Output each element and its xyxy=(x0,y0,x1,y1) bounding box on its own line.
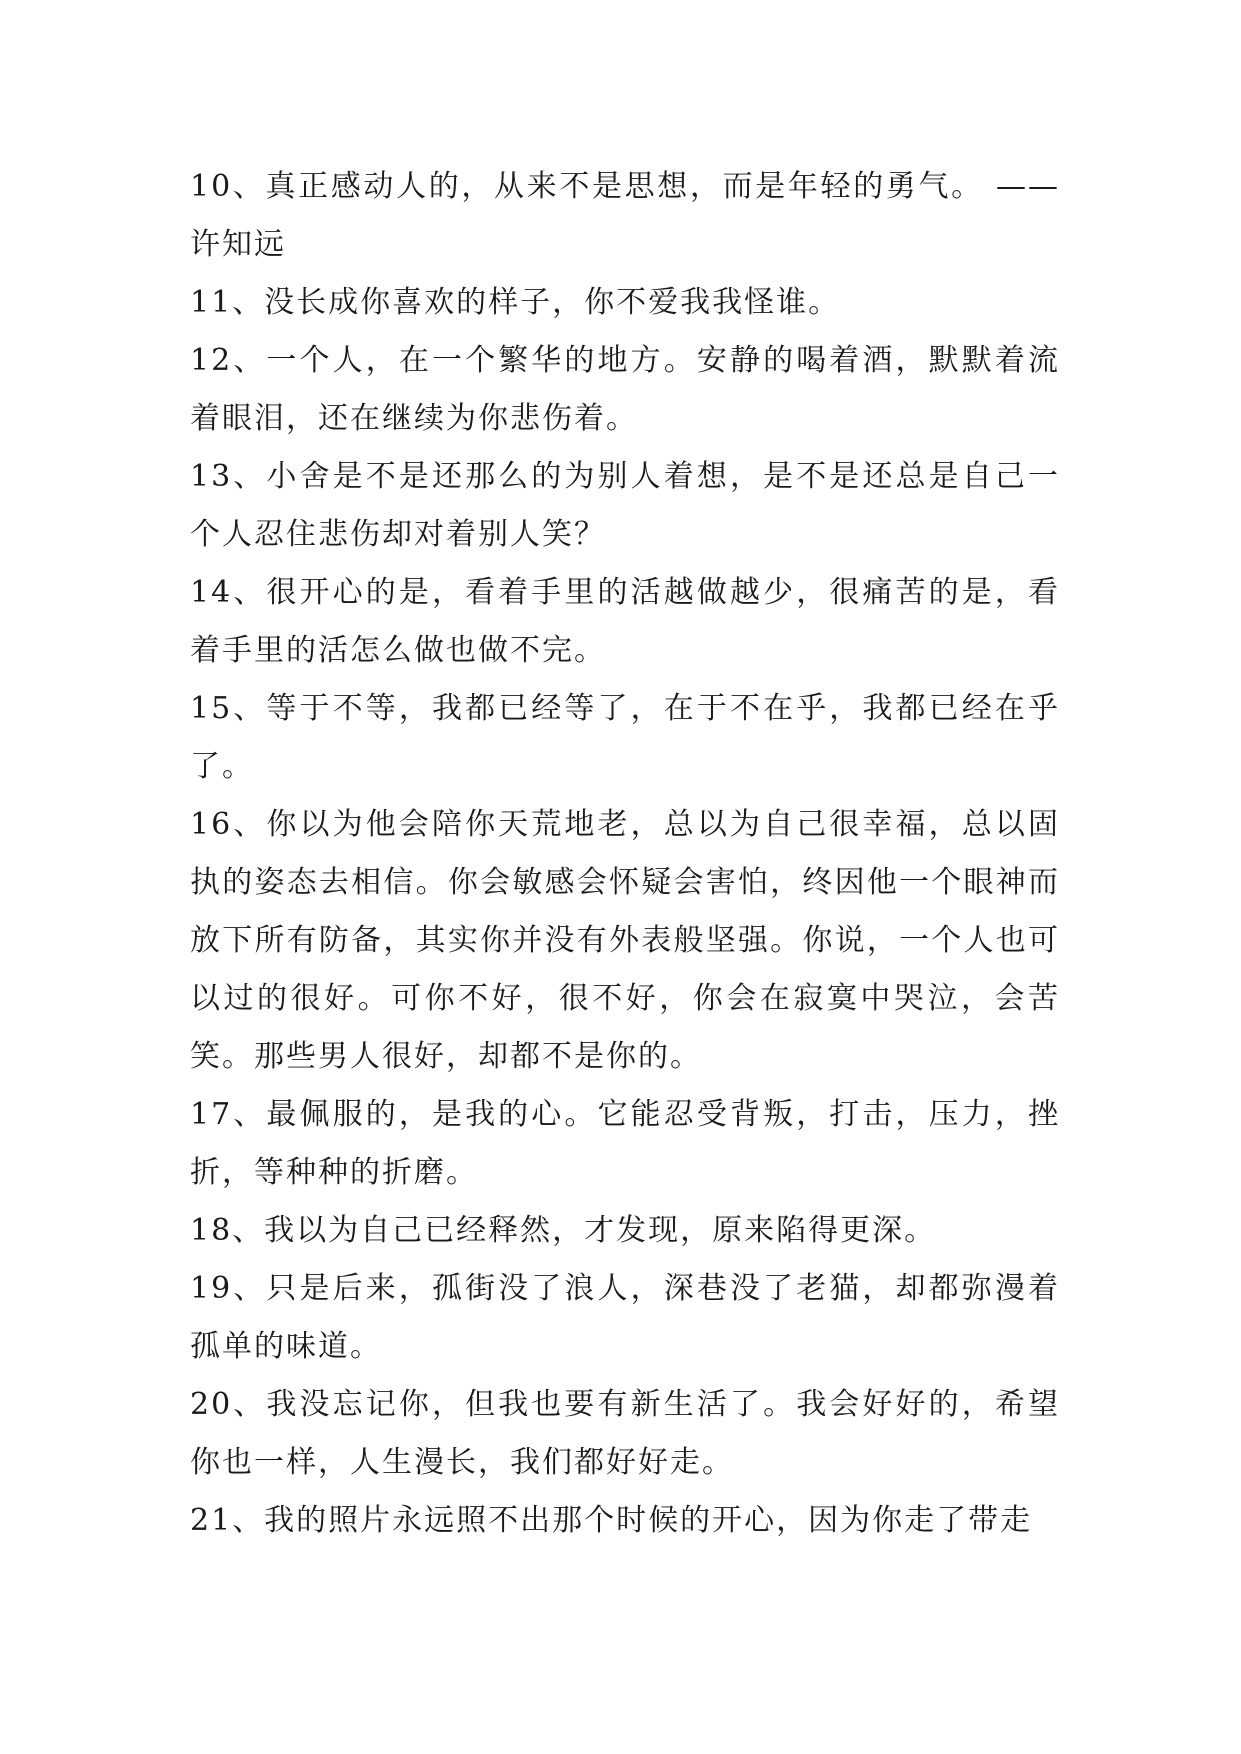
paragraph-13: 13、小舍是不是还那么的为别人着想，是不是还总是自己一个人忍住悲伤却对着别人笑？ xyxy=(190,459,1060,552)
paragraph-15: 15、等于不等，我都已经等了，在于不在乎，我都已经在乎了。 xyxy=(190,691,1060,784)
paragraph-17: 17、最佩服的，是我的心。它能忍受背叛，打击，压力，挫折，等种种的折磨。 xyxy=(190,1097,1060,1190)
paragraph-18: 18、我以为自己已经释然，才发现，原来陷得更深。 xyxy=(190,1213,937,1248)
paragraph-12: 12、一个人，在一个繁华的地方。安静的喝着酒，默默着流着眼泪，还在继续为你悲伤着。 xyxy=(190,343,1060,436)
paragraph-19: 19、只是后来，孤街没了浪人，深巷没了老猫，却都弥漫着孤单的味道。 xyxy=(190,1271,1060,1364)
document-body xyxy=(190,158,1060,1550)
paragraph-11: 11、没长成你喜欢的样子，你不爱我我怪谁。 xyxy=(190,285,841,320)
paragraph-20: 20、我没忘记你，但我也要有新生活了。我会好好的，希望你也一样，人生漫长，我们都好好走。 xyxy=(190,1387,1060,1480)
paragraph-16: 16、你以为他会陪你天荒地老，总以为自己很幸福，总以固执的姿态去相信。你会敏感会怀疑会害怕，终因他一个眼神而放下所有防备，其实你并没有外表般坚强。你说，一个人也可以过的很好。可你不好，很不好，你会在寂寞中哭泣，会苦笑。那些男人很好，却都不是你的。 xyxy=(190,807,1060,1074)
paragraph-10: 10、真正感动人的，从来不是思想，而是年轻的勇气。 ——许知远 xyxy=(190,169,1060,262)
paragraph-14: 14、很开心的是，看着手里的活越做越少，很痛苦的是，看着手里的活怎么做也做不完。 xyxy=(190,575,1060,668)
paragraph-21: 21、我的照片永远照不出那个时候的开心，因为你走了带走 xyxy=(190,1503,1033,1538)
